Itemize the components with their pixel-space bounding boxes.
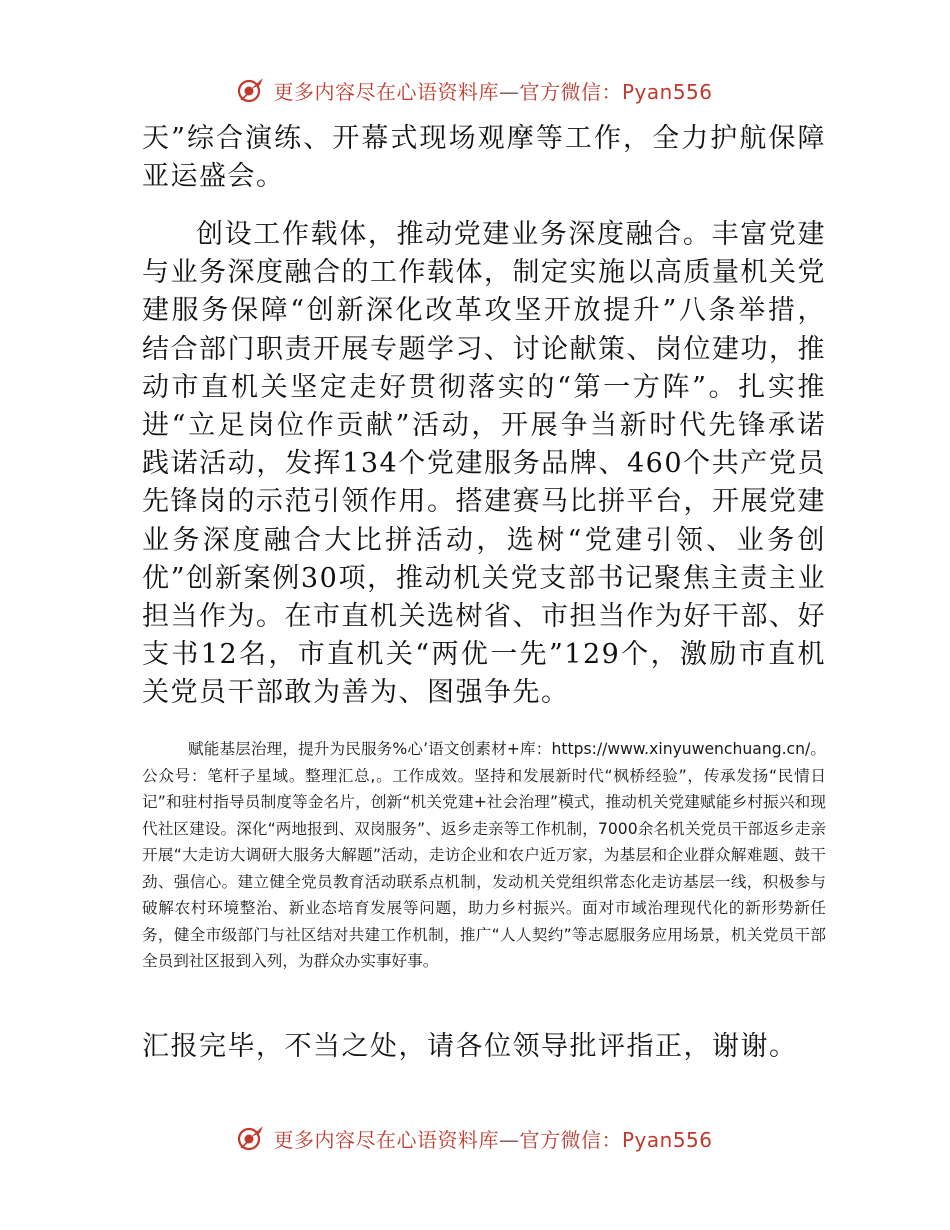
footer-wechat-label: 官方微信：: [519, 1127, 622, 1152]
quill-pen-logo-icon: [237, 1124, 265, 1152]
header-wechat-id: Pyan556: [621, 79, 713, 104]
paragraph-main: 创设工作载体，推动党建业务深度融合。丰富党建与业务深度融合的工作载体，制定实施以高质量机关党建服务保障“创新深化改革攻坚开放提升”八条举措，结合部门职责开展专题学习、讨论献策、岗位建功，推动市直机关坚定走好贯彻落实的“第一方阵”。扎实推进“立足岗位作贡献”活动，开展争当新时代先锋承诺践诺活动，发挥134个党建服务品牌、460个共产党员先锋岗的示范引领作用。搭建赛马比拼平台，开展党建业务深度融合大比拼活动，选树“党建引领、业务创优”创新案例30项，推动机关党支部书记聚焦主责主业担当作为。在市直机关选树省、市担当作为好干部、好支书12名，市直机关“两优一先”129个，激励市直机关党员干部敢为善为、图强争先。: [142, 219, 826, 709]
header-wechat-label: 官方微信：: [519, 79, 622, 104]
closing-statement: 汇报完毕，不当之处，请各位领导批评指正，谢谢。: [142, 1031, 798, 1062]
quill-pen-logo-icon: [237, 76, 265, 104]
paragraph-small-print: 赋能基层治理，提升为民服务%心’语文创素材+库：https://www.xinyuwenchuang.cn/。公众号：笔杆子星域。整理汇总,。工作成效。坚持和发展新时代“枫桥经验”，传承发扬“民情日记”和驻村指导员制度等金名片，创新“机关党建+社会治理”模式，推动机关党建赋能乡村振兴和现代社区建设。深化“两地报到、双岗服务”、返乡走亲等工作机制，7000余名机关党员干部返乡走亲开展“大走访大调研大服务大解题”活动，走访企业和农户近万家，为基层和企业群众解难题、鼓干劲、强信心。建立健全党员教育活动联系点机制，发动机关党组织常态化走访基层一线，积极参与破解农村环境整治、新业态培育发展等问题，助力乡村振兴。面对市域治理现代化的新形势新任务，健全市级部门与社区结对共建工作机制，推广“人人契约”等志愿服务应用场景，机关党员干部全员到社区报到入列，为群众办实事好事。: [142, 740, 826, 970]
footer-banner-text: [273, 1124, 712, 1153]
paragraph-continued: 天”综合演练、开幕式现场观摩等工作，全力护航保障亚运盛会。: [142, 123, 826, 193]
header-separator: —: [498, 79, 520, 104]
footer-banner: [0, 1118, 950, 1158]
header-brand: 更多内容尽在心语资料库: [273, 79, 499, 104]
footer-wechat-id: Pyan556: [621, 1127, 713, 1152]
footer-brand: 更多内容尽在心语资料库: [273, 1127, 499, 1152]
header-banner: [0, 70, 950, 110]
footer-separator: —: [498, 1127, 520, 1152]
header-banner-text: [273, 76, 712, 105]
